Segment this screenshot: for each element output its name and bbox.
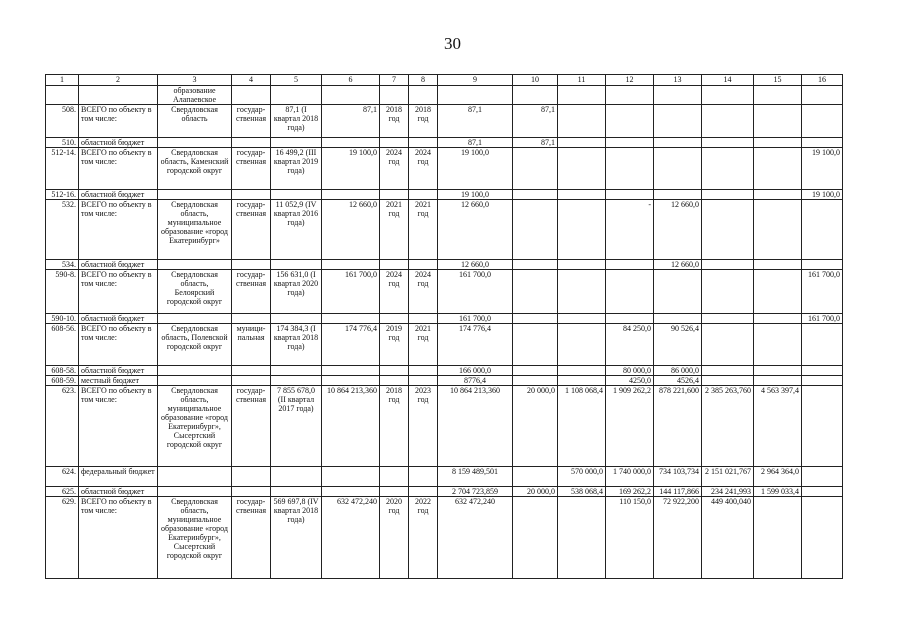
table-cell xyxy=(409,260,438,270)
column-header: 16 xyxy=(802,75,843,86)
table-cell: государ-ственная xyxy=(232,497,271,579)
table-cell xyxy=(754,260,802,270)
table-cell xyxy=(606,86,654,105)
table-cell: 2024 год xyxy=(409,270,438,314)
table-cell: Свердловская область, Каменский городской округ xyxy=(158,148,232,190)
column-header: 2 xyxy=(79,75,158,86)
table-cell: 2024 год xyxy=(380,270,409,314)
table-cell xyxy=(558,105,606,138)
table-cell: 2024 год xyxy=(409,148,438,190)
table-cell xyxy=(558,497,606,579)
table-cell: 86 000,0 xyxy=(654,366,702,376)
table-cell: 87,1 xyxy=(438,138,513,148)
table-cell: 4250,0 xyxy=(606,376,654,386)
table-cell: Свердловская область, муниципальное образование «город Екатеринбург» xyxy=(158,200,232,260)
table-cell: ВСЕГО по объекту в том числе: xyxy=(79,148,158,190)
table-cell xyxy=(322,86,380,105)
table-cell: местный бюджет xyxy=(79,376,158,386)
table-row xyxy=(46,260,843,270)
table-cell: образование Алапаевское xyxy=(158,86,232,105)
table-cell: государ-ственная xyxy=(232,105,271,138)
table-cell: ВСЕГО по объекту в том числе: xyxy=(79,497,158,579)
table-cell xyxy=(409,467,438,487)
table-row xyxy=(46,324,843,366)
table-cell xyxy=(322,376,380,386)
table-cell xyxy=(754,200,802,260)
column-header: 13 xyxy=(654,75,702,86)
table-cell xyxy=(702,314,754,324)
table-cell: 624. xyxy=(46,467,79,487)
table-cell xyxy=(802,386,843,467)
table-cell: ВСЕГО по объекту в том числе: xyxy=(79,386,158,467)
table-cell xyxy=(606,260,654,270)
table-cell xyxy=(232,487,271,497)
table-cell: 623. xyxy=(46,386,79,467)
table-cell: 590-10. xyxy=(46,314,79,324)
table-cell: 629. xyxy=(46,497,79,579)
table-cell xyxy=(802,260,843,270)
table-cell: областной бюджет xyxy=(79,260,158,270)
column-header: 12 xyxy=(606,75,654,86)
table-cell: 608-56. xyxy=(46,324,79,366)
table-row xyxy=(46,148,843,190)
table-cell: 2019 год xyxy=(380,324,409,366)
column-header: 5 xyxy=(271,75,322,86)
table-cell: 4 563 397,4 xyxy=(754,386,802,467)
table-cell: 2022 год xyxy=(409,497,438,579)
table-cell xyxy=(802,497,843,579)
table-cell: Свердловская область, муниципальное образование «город Екатеринбург», Сысертский городской округ xyxy=(158,386,232,467)
table-cell: 534. xyxy=(46,260,79,270)
table-cell: 16 499,2 (III квартал 2019 года) xyxy=(271,148,322,190)
table-cell: 2018 год xyxy=(380,386,409,467)
table-cell: 2023 год xyxy=(409,386,438,467)
table-cell xyxy=(654,105,702,138)
table-cell xyxy=(754,314,802,324)
table-cell: 19 100,0 xyxy=(802,190,843,200)
table-cell xyxy=(606,105,654,138)
table-cell xyxy=(158,487,232,497)
table-row xyxy=(46,366,843,376)
table-cell: областной бюджет xyxy=(79,487,158,497)
table-row xyxy=(46,467,843,487)
table-row xyxy=(46,497,843,579)
table-cell: 2018 год xyxy=(380,105,409,138)
table-cell xyxy=(702,366,754,376)
table-cell xyxy=(513,366,558,376)
table-cell: 80 000,0 xyxy=(606,366,654,376)
table-cell: 11 052,9 (IV квартал 2016 года) xyxy=(271,200,322,260)
column-header: 11 xyxy=(558,75,606,86)
column-header: 9 xyxy=(438,75,513,86)
table-cell: 161 700,0 xyxy=(438,270,513,314)
table-cell xyxy=(513,190,558,200)
table-cell xyxy=(409,190,438,200)
table-row xyxy=(46,190,843,200)
table-cell xyxy=(606,270,654,314)
table-cell: 169 262,2 xyxy=(606,487,654,497)
table-cell: ВСЕГО по объекту в том числе: xyxy=(79,105,158,138)
table-cell xyxy=(702,270,754,314)
column-header: 10 xyxy=(513,75,558,86)
column-header: 3 xyxy=(158,75,232,86)
table-cell xyxy=(409,314,438,324)
table-cell: 166 000,0 xyxy=(438,366,513,376)
table-cell: 532. xyxy=(46,200,79,260)
table-cell xyxy=(513,270,558,314)
table-cell xyxy=(158,138,232,148)
table-cell: ВСЕГО по объекту в том числе: xyxy=(79,324,158,366)
table-row xyxy=(46,200,843,260)
table-cell xyxy=(409,86,438,105)
table-cell xyxy=(702,138,754,148)
column-header: 7 xyxy=(380,75,409,86)
table-cell xyxy=(380,376,409,386)
table-cell: 87,1 xyxy=(438,105,513,138)
table-cell xyxy=(232,376,271,386)
table-cell xyxy=(702,260,754,270)
table-cell: - xyxy=(606,200,654,260)
table-cell xyxy=(380,86,409,105)
table-cell: 538 068,4 xyxy=(558,487,606,497)
table-cell xyxy=(558,86,606,105)
column-header: 8 xyxy=(409,75,438,86)
table-cell xyxy=(702,376,754,386)
table-cell xyxy=(802,86,843,105)
table-cell: 734 103,734 xyxy=(654,467,702,487)
table-cell: 2 385 263,760 xyxy=(702,386,754,467)
table-cell xyxy=(754,497,802,579)
table-cell xyxy=(158,314,232,324)
table-cell xyxy=(380,487,409,497)
table-cell xyxy=(513,324,558,366)
table-cell: 87,1 xyxy=(513,138,558,148)
table-cell xyxy=(558,200,606,260)
table-cell: 10 864 213,360 xyxy=(322,386,380,467)
table-cell xyxy=(513,497,558,579)
table-cell xyxy=(158,190,232,200)
table-cell xyxy=(232,314,271,324)
table-cell xyxy=(513,260,558,270)
table-cell xyxy=(271,366,322,376)
table-cell: 1 740 000,0 xyxy=(606,467,654,487)
table-cell xyxy=(654,270,702,314)
table-cell: 2 704 723,859 xyxy=(438,487,513,497)
table-cell: 2 964 364,0 xyxy=(754,467,802,487)
table-cell xyxy=(802,467,843,487)
table-cell: государ-ственная xyxy=(232,386,271,467)
table-cell: 2 151 021,767 xyxy=(702,467,754,487)
table-cell: 625. xyxy=(46,487,79,497)
table-cell: 12 660,0 xyxy=(654,200,702,260)
table-cell xyxy=(754,270,802,314)
table-cell xyxy=(802,138,843,148)
table-cell xyxy=(271,86,322,105)
table-cell xyxy=(46,86,79,105)
table-cell xyxy=(322,366,380,376)
table-cell xyxy=(409,366,438,376)
table-cell: 2020 год xyxy=(380,497,409,579)
table-cell xyxy=(513,314,558,324)
column-header: 4 xyxy=(232,75,271,86)
table-cell xyxy=(558,324,606,366)
table-cell: Свердловская область, Белоярский городской округ xyxy=(158,270,232,314)
table-cell: государ-ственная xyxy=(232,200,271,260)
table-cell: 12 660,0 xyxy=(438,260,513,270)
table-cell: 87,1 xyxy=(513,105,558,138)
table-cell xyxy=(232,467,271,487)
table-cell xyxy=(513,148,558,190)
table-cell xyxy=(380,190,409,200)
table-cell: 512-14. xyxy=(46,148,79,190)
table-cell: 7 855 678,0 (II квартал 2017 года) xyxy=(271,386,322,467)
table-cell xyxy=(271,190,322,200)
table-cell xyxy=(654,138,702,148)
table-cell: 508. xyxy=(46,105,79,138)
table-cell xyxy=(702,148,754,190)
table-cell xyxy=(558,270,606,314)
table-cell: 161 700,0 xyxy=(802,270,843,314)
table-row xyxy=(46,270,843,314)
table-cell: 84 250,0 xyxy=(606,324,654,366)
table-cell xyxy=(409,487,438,497)
table-cell: 156 631,0 (I квартал 2020 года) xyxy=(271,270,322,314)
table-cell: 570 000,0 xyxy=(558,467,606,487)
table-cell: 87,1 (I квартал 2018 года) xyxy=(271,105,322,138)
table-cell xyxy=(558,260,606,270)
table-row xyxy=(46,86,843,105)
table-cell xyxy=(802,105,843,138)
table-cell: 20 000,0 xyxy=(513,386,558,467)
table-cell xyxy=(702,200,754,260)
table-cell: областной бюджет xyxy=(79,314,158,324)
table-cell: 1 599 033,4 xyxy=(754,487,802,497)
table-cell: 632 472,240 xyxy=(438,497,513,579)
table-cell: государ-ственная xyxy=(232,148,271,190)
table-cell xyxy=(158,260,232,270)
table-cell xyxy=(606,190,654,200)
table-cell xyxy=(802,487,843,497)
table-cell: 608-58. xyxy=(46,366,79,376)
table-cell xyxy=(754,86,802,105)
table-cell xyxy=(558,366,606,376)
table-cell: 174 776,4 xyxy=(438,324,513,366)
table-cell xyxy=(158,467,232,487)
table-cell xyxy=(654,148,702,190)
table-cell xyxy=(802,376,843,386)
table-cell: 90 526,4 xyxy=(654,324,702,366)
table-cell: Свердловская область, муниципальное образование «город Екатеринбург», Сысертский городской округ xyxy=(158,497,232,579)
table-cell: 2021 год xyxy=(409,324,438,366)
table-cell: государ-ственная xyxy=(232,270,271,314)
table-cell: 2024 год xyxy=(380,148,409,190)
table-cell xyxy=(271,376,322,386)
table-cell: 20 000,0 xyxy=(513,487,558,497)
table-cell xyxy=(380,467,409,487)
table-cell: 174 384,3 (I квартал 2018 года) xyxy=(271,324,322,366)
table-cell xyxy=(754,148,802,190)
table-cell xyxy=(271,314,322,324)
table-cell xyxy=(158,376,232,386)
table-cell xyxy=(558,314,606,324)
table-cell: 161 700,0 xyxy=(322,270,380,314)
table-cell xyxy=(513,86,558,105)
table-cell: 2021 год xyxy=(409,200,438,260)
table-cell xyxy=(380,314,409,324)
table-cell: 608-59. xyxy=(46,376,79,386)
table-cell: 569 697,8 (IV квартал 2018 года) xyxy=(271,497,322,579)
table-cell: 174 776,4 xyxy=(322,324,380,366)
table-cell xyxy=(802,200,843,260)
table-cell: 12 660,0 xyxy=(654,260,702,270)
table-cell xyxy=(702,190,754,200)
column-header: 15 xyxy=(754,75,802,86)
table-cell: 8 159 489,501 xyxy=(438,467,513,487)
table-cell xyxy=(409,376,438,386)
table-cell xyxy=(558,376,606,386)
table-cell xyxy=(654,314,702,324)
table-cell xyxy=(322,260,380,270)
table-cell xyxy=(271,260,322,270)
table-cell: 19 100,0 xyxy=(438,148,513,190)
table-cell xyxy=(754,366,802,376)
table-cell: 10 864 213,360 xyxy=(438,386,513,467)
table-cell xyxy=(754,138,802,148)
table-cell xyxy=(754,105,802,138)
table-cell: 632 472,240 xyxy=(322,497,380,579)
table-cell: ВСЕГО по объекту в том числе: xyxy=(79,270,158,314)
table-row xyxy=(46,105,843,138)
table-cell xyxy=(654,86,702,105)
table-cell xyxy=(513,200,558,260)
column-header: 6 xyxy=(322,75,380,86)
table-cell: 72 922,200 xyxy=(654,497,702,579)
table-cell xyxy=(558,138,606,148)
table-row xyxy=(46,138,843,148)
table-cell: 449 400,040 xyxy=(702,497,754,579)
table-cell: 161 700,0 xyxy=(438,314,513,324)
table-cell xyxy=(754,376,802,386)
table-cell: Свердловская область, Полевской городской округ xyxy=(158,324,232,366)
table-cell xyxy=(322,487,380,497)
table-cell: 512-16. xyxy=(46,190,79,200)
table-cell: 2018 год xyxy=(409,105,438,138)
table-header-row xyxy=(46,75,843,86)
table-cell xyxy=(232,366,271,376)
table-cell: 1 909 262,2 xyxy=(606,386,654,467)
table-cell xyxy=(802,324,843,366)
page-number: 30 xyxy=(444,34,461,53)
table-cell: 161 700,0 xyxy=(802,314,843,324)
table-cell: 12 660,0 xyxy=(438,200,513,260)
table-cell xyxy=(606,314,654,324)
table-cell: 19 100,0 xyxy=(322,148,380,190)
table-cell xyxy=(271,138,322,148)
table-cell: областной бюджет xyxy=(79,190,158,200)
table-cell: 19 100,0 xyxy=(802,148,843,190)
table-cell xyxy=(322,138,380,148)
table-cell xyxy=(322,467,380,487)
table-cell xyxy=(322,190,380,200)
table-row xyxy=(46,314,843,324)
table-cell: областной бюджет xyxy=(79,138,158,148)
table-cell: 2021 год xyxy=(380,200,409,260)
table-cell: 590-8. xyxy=(46,270,79,314)
table-cell xyxy=(380,260,409,270)
table-cell: 144 117,866 xyxy=(654,487,702,497)
table-cell: 110 150,0 xyxy=(606,497,654,579)
table-cell: 4526,4 xyxy=(654,376,702,386)
table-cell: 510. xyxy=(46,138,79,148)
column-header: 1 xyxy=(46,75,79,86)
table-cell xyxy=(606,138,654,148)
table-cell xyxy=(409,138,438,148)
table-cell xyxy=(754,190,802,200)
table-cell xyxy=(702,105,754,138)
table-cell: 1 108 068,4 xyxy=(558,386,606,467)
table-cell xyxy=(271,487,322,497)
table-cell xyxy=(322,314,380,324)
table-row xyxy=(46,487,843,497)
table-cell xyxy=(232,86,271,105)
table-cell xyxy=(606,148,654,190)
table-cell xyxy=(513,467,558,487)
table-cell xyxy=(158,366,232,376)
table-cell xyxy=(380,138,409,148)
table-cell xyxy=(802,366,843,376)
table-cell: 87,1 xyxy=(322,105,380,138)
table-cell xyxy=(232,190,271,200)
table-row xyxy=(46,386,843,467)
table-cell xyxy=(79,86,158,105)
table-cell: ВСЕГО по объекту в том числе: xyxy=(79,200,158,260)
table-cell: Свердловская область xyxy=(158,105,232,138)
table-cell xyxy=(380,366,409,376)
table-cell: муници-пальная xyxy=(232,324,271,366)
table-row xyxy=(46,376,843,386)
table-cell xyxy=(702,324,754,366)
table-cell xyxy=(558,190,606,200)
table-cell: 19 100,0 xyxy=(438,190,513,200)
table-cell xyxy=(513,376,558,386)
table-cell: 12 660,0 xyxy=(322,200,380,260)
table-cell xyxy=(232,138,271,148)
table-cell xyxy=(232,260,271,270)
table-cell xyxy=(271,467,322,487)
table-cell xyxy=(702,86,754,105)
table-cell xyxy=(438,86,513,105)
table-cell: 8776,4 xyxy=(438,376,513,386)
column-header: 14 xyxy=(702,75,754,86)
table-cell: областной бюджет xyxy=(79,366,158,376)
table-cell: 878 221,600 xyxy=(654,386,702,467)
table-cell: 234 241,993 xyxy=(702,487,754,497)
table-cell xyxy=(654,190,702,200)
table-cell xyxy=(754,324,802,366)
table-cell: федеральный бюджет xyxy=(79,467,158,487)
data-table xyxy=(45,74,843,579)
table-cell xyxy=(558,148,606,190)
